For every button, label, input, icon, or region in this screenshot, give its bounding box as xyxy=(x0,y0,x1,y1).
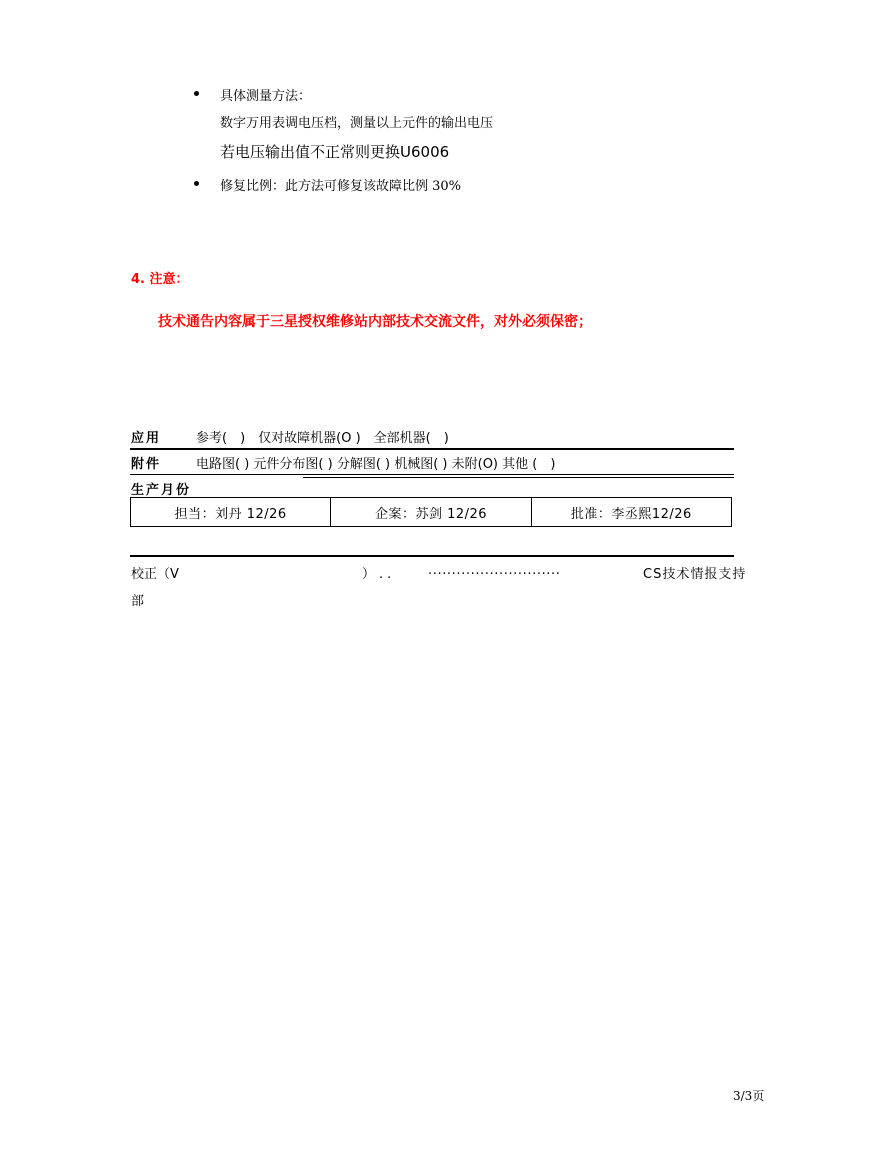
apply-label: 应用 xyxy=(131,431,162,446)
divider xyxy=(130,474,734,475)
attachment-label: 附件 xyxy=(131,457,162,472)
correction-mid: ）.. xyxy=(362,567,396,582)
correction-wrap: 部 xyxy=(131,594,145,609)
page-number: 3/3页 xyxy=(733,1089,765,1103)
bullet-dot xyxy=(194,91,199,96)
signature-responsible: 担当：刘丹 12/26 xyxy=(174,506,287,522)
correction-suffix: CS技术情报支持 xyxy=(643,567,747,582)
divider xyxy=(303,477,734,478)
notice-heading: 4. 注意： xyxy=(131,272,189,287)
divider xyxy=(130,555,734,557)
repair-ratio: 修复比例：此方法可修复该故障比例 30% xyxy=(220,179,462,194)
bullet-dot xyxy=(194,181,199,186)
method-heading: 具体测量方法： xyxy=(220,89,312,104)
signature-approve: 批准：李丞熙12/26 xyxy=(531,498,731,526)
notice-body: 技术通告内容属于三星授权维修站内部技术交流文件，对外必须保密； xyxy=(158,314,592,330)
method-line-2: 若电压输出值不正常则更换U6006 xyxy=(220,143,450,161)
correction-prefix: 校正（V xyxy=(131,567,179,582)
correction-dots: ............................ xyxy=(428,563,561,578)
signature-table xyxy=(130,497,732,527)
divider xyxy=(130,448,734,450)
production-month-label: 生产月份 xyxy=(131,483,192,498)
method-line-1: 数字万用表调电压档，测量以上元件的输出电压 xyxy=(220,116,494,131)
apply-options: 参考( ) 仅对故障机器(O ) 全部机器( ) xyxy=(196,431,449,446)
signature-plan: 企案：苏剑 12/26 xyxy=(330,498,530,526)
attachment-options: 电路图( ) 元件分布图( ) 分解图( ) 机械图( ) 未附(O) 其他 ( ) xyxy=(196,457,556,472)
